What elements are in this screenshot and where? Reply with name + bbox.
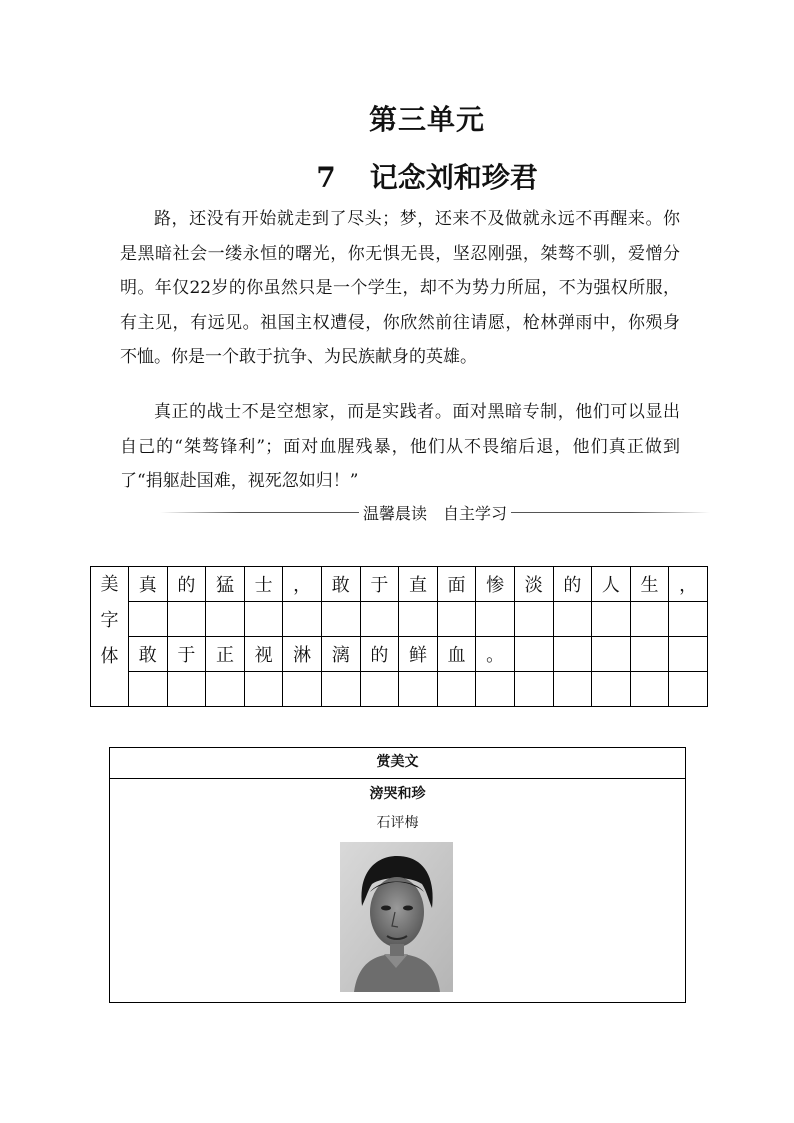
intro-paragraph-1: 路，还没有开始就走到了尽头；梦，还来不及做就永远不再醒来。你是黑暗社会一缕永恒的曙光，你无惧无畏，坚忍刚强，桀骜不驯，爱憎分明。年仅22岁的你虽然只是一个学生，却不为势力所屈，不为强权所服，有主见，有远见。祖国主权遭侵，你欣然前往请愿，枪林弹雨中，你殒身不恤。你是一个敢于抗争、为民族献身的英雄。 (120, 209, 680, 367)
grid-cell-empty (553, 672, 592, 707)
grid-cell: 惨 (476, 567, 515, 602)
grid-cell: 猛 (206, 567, 245, 602)
section-label: 温馨晨读 自主学习 (363, 503, 508, 523)
grid-cell: 直 (399, 567, 438, 602)
grid-cell-empty (206, 602, 245, 637)
grid-cell: ， (283, 567, 322, 602)
grid-cell-empty (630, 602, 669, 637)
grid-cell-empty (129, 672, 168, 707)
grid-cell-empty (283, 602, 322, 637)
grid-cell-empty (360, 602, 399, 637)
grid-cell-empty (669, 672, 708, 707)
grid-cell-empty (167, 672, 206, 707)
divider-line-right (511, 512, 710, 513)
grid-cell: 的 (167, 567, 206, 602)
grid-cell: 漓 (321, 637, 360, 672)
grid-cell: 敢 (129, 637, 168, 672)
grid-cell-empty (669, 602, 708, 637)
grid-cell: 血 (437, 637, 476, 672)
grid-row-4 (91, 672, 708, 707)
grid-cell: 士 (244, 567, 283, 602)
appreciation-header: 赏美文 (110, 748, 685, 779)
lesson-title (0, 156, 794, 196)
grid-cell-empty (437, 672, 476, 707)
grid-cell: 面 (437, 567, 476, 602)
grid-cell: 鲜 (399, 637, 438, 672)
grid-cell-empty (244, 602, 283, 637)
grid-cell (669, 637, 708, 672)
label-char: 字 (100, 610, 119, 631)
grid-cell: 真 (129, 567, 168, 602)
lesson-title-text: 记念刘和珍君 (369, 161, 538, 194)
grid-row-1 (91, 567, 708, 602)
grid-cell: ， (669, 567, 708, 602)
grid-cell-empty (630, 672, 669, 707)
grid-cell (514, 637, 553, 672)
grid-cell-empty (399, 672, 438, 707)
grid-cell-empty (206, 672, 245, 707)
grid-cell: 。 (476, 637, 515, 672)
grid-cell-empty (514, 672, 553, 707)
grid-cell: 的 (553, 567, 592, 602)
lesson-number: 7 (316, 161, 336, 194)
grid-cell-empty (514, 602, 553, 637)
label-char: 体 (100, 646, 119, 667)
grid-cell: 视 (244, 637, 283, 672)
grid-cell (553, 637, 592, 672)
divider-line-left (160, 512, 359, 513)
article-title: 滂哭和珍 (369, 786, 426, 802)
grid-cell-empty (592, 602, 631, 637)
grid-cell-empty (553, 602, 592, 637)
article-author: 石评梅 (376, 815, 419, 831)
grid-cell-empty (321, 602, 360, 637)
calligraphy-label (91, 567, 129, 707)
grid-cell-empty (592, 672, 631, 707)
grid-cell: 敢 (321, 567, 360, 602)
grid-cell: 的 (360, 637, 399, 672)
section-divider (160, 499, 710, 525)
grid-row-3 (91, 637, 708, 672)
grid-cell-empty (437, 602, 476, 637)
grid-cell (630, 637, 669, 672)
appreciation-box (109, 747, 686, 1003)
grid-cell: 生 (630, 567, 669, 602)
grid-cell: 人 (592, 567, 631, 602)
grid-cell-empty (129, 602, 168, 637)
grid-cell-empty (283, 672, 322, 707)
portrait-image (340, 842, 453, 992)
grid-cell: 正 (206, 637, 245, 672)
grid-cell: 淡 (514, 567, 553, 602)
grid-cell: 于 (360, 567, 399, 602)
grid-cell-empty (244, 672, 283, 707)
grid-cell-empty (321, 672, 360, 707)
unit-title: 第三单元 (368, 103, 485, 136)
calligraphy-grid (90, 566, 708, 707)
grid-cell: 于 (167, 637, 206, 672)
grid-cell-empty (360, 672, 399, 707)
grid-cell-empty (167, 602, 206, 637)
intro-paragraph-2: 真正的战士不是空想家，而是实践者。面对黑暗专制，他们可以显出自己的“桀骜锋利”；面对血腥残暴，他们从不畏缩后退，他们真正做到了“捐躯赴国难，视死忽如归！” (120, 402, 680, 491)
grid-row-2 (91, 602, 708, 637)
grid-cell (592, 637, 631, 672)
portrait-photo (340, 842, 453, 992)
grid-cell-empty (476, 672, 515, 707)
grid-cell-empty (399, 602, 438, 637)
grid-cell: 淋 (283, 637, 322, 672)
label-char: 美 (100, 574, 119, 595)
grid-cell-empty (476, 602, 515, 637)
